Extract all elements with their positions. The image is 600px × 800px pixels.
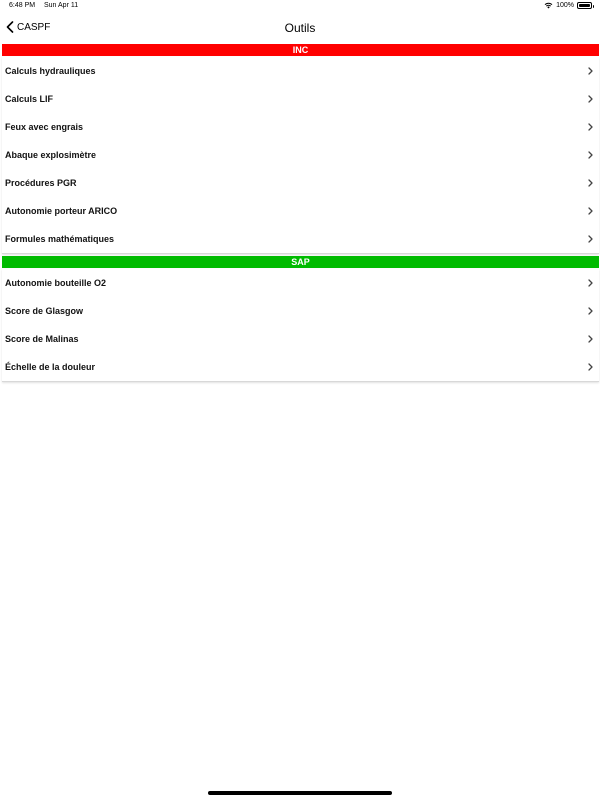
- list-item-label: Calculs LIF: [5, 94, 54, 104]
- chevron-right-icon: [588, 95, 593, 103]
- list-item-autonomie-porteur-arico[interactable]: [2, 197, 599, 225]
- list-sap: [2, 269, 599, 382]
- status-bar: [0, 0, 600, 13]
- list-item-procedures-pgr[interactable]: [2, 169, 599, 197]
- chevron-right-icon: [588, 179, 593, 187]
- list-item-label: Score de Glasgow: [5, 306, 84, 316]
- chevron-right-icon: [588, 235, 593, 243]
- section-header-inc: INC: [2, 44, 599, 56]
- list-item-calculs-lif[interactable]: [2, 85, 599, 113]
- list-item-autonomie-bouteille-o2[interactable]: [2, 269, 599, 297]
- list-item-feux-avec-engrais[interactable]: [2, 113, 599, 141]
- page-title: Outils: [284, 21, 316, 35]
- list-item-abaque-explosimetre[interactable]: [2, 141, 599, 169]
- list-item-formules-mathematiques[interactable]: [2, 225, 599, 253]
- section-header-sap: SAP: [2, 256, 599, 268]
- status-time: 6:48 PM: [9, 2, 36, 9]
- list-inc: [2, 57, 599, 254]
- status-right: [544, 2, 592, 9]
- chevron-right-icon: [588, 307, 593, 315]
- list-item-calculs-hydrauliques[interactable]: [2, 57, 599, 85]
- list-item-score-de-malinas[interactable]: [2, 325, 599, 353]
- wifi-icon: [544, 2, 553, 9]
- list-item-score-de-glasgow[interactable]: [2, 297, 599, 325]
- list-item-label: Abaque explosimètre: [5, 150, 97, 160]
- chevron-right-icon: [588, 151, 593, 159]
- list-item-label: Échelle de la douleur: [5, 362, 96, 372]
- chevron-right-icon: [588, 207, 593, 215]
- chevron-right-icon: [588, 279, 593, 287]
- list-item-label: Autonomie bouteille O2: [5, 278, 107, 288]
- list-item-echelle-de-la-douleur[interactable]: [2, 353, 599, 381]
- list-item-label: Feux avec engrais: [5, 122, 84, 132]
- status-date: Sun Apr 11: [44, 2, 79, 9]
- chevron-right-icon: [588, 363, 593, 371]
- battery-icon: [577, 2, 592, 9]
- list-item-label: Procédures PGR: [5, 178, 77, 188]
- nav-bar: [0, 13, 600, 43]
- list-item-label: Score de Malinas: [5, 334, 79, 344]
- chevron-right-icon: [588, 123, 593, 131]
- chevron-right-icon: [588, 335, 593, 343]
- list-item-label: Formules mathématiques: [5, 234, 115, 244]
- back-label: CASPF: [17, 21, 51, 33]
- list-item-label: Autonomie porteur ARICO: [5, 206, 118, 216]
- battery-percent: 100%: [556, 2, 574, 9]
- home-indicator[interactable]: [208, 791, 392, 795]
- chevron-right-icon: [588, 67, 593, 75]
- list-item-label: Calculs hydrauliques: [5, 66, 96, 76]
